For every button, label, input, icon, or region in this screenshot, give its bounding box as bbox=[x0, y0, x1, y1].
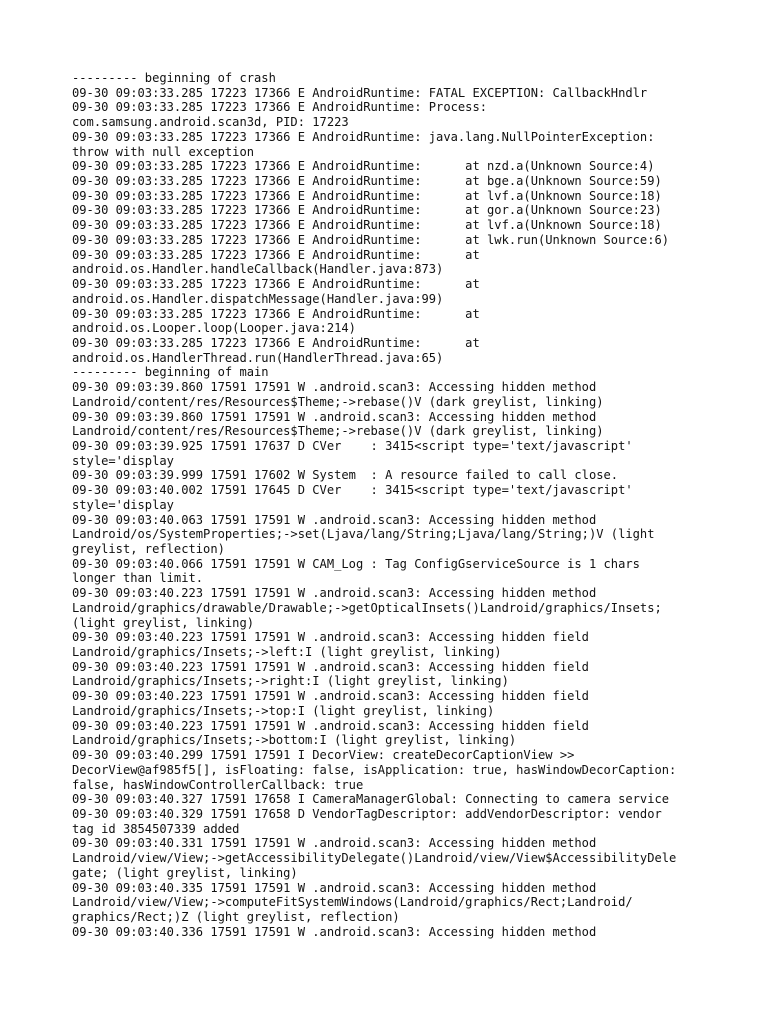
log-line: android.os.HandlerThread.run(HandlerThread.java:65) bbox=[72, 350, 444, 365]
log-line: longer than limit. bbox=[72, 571, 204, 586]
log-line: false, hasWindowControllerCallback: true bbox=[72, 777, 364, 792]
log-line: 09-30 09:03:33.285 17223 17366 E AndroidRuntime: at bbox=[72, 277, 480, 292]
log-line: 09-30 09:03:40.331 17591 17591 W .android.scan3: Accessing hidden method bbox=[72, 836, 597, 851]
log-line: 09-30 09:03:33.285 17223 17366 E AndroidRuntime: at bbox=[72, 306, 480, 321]
log-line: Landroid/view/View;->computeFitSystemWindows(Landroid/graphics/Rect;Landroid/ bbox=[72, 895, 633, 910]
log-line: android.os.Handler.handleCallback(Handler.java:873) bbox=[72, 262, 444, 277]
log-line: 09-30 09:03:40.335 17591 17591 W .android.scan3: Accessing hidden method bbox=[72, 880, 597, 895]
log-line: 09-30 09:03:33.285 17223 17366 E AndroidRuntime: at lvf.a(Unknown Source:18) bbox=[72, 218, 662, 233]
log-line: style='display bbox=[72, 497, 174, 512]
log-line: throw with null exception bbox=[72, 144, 255, 159]
log-line: com.samsung.android.scan3d, PID: 17223 bbox=[72, 115, 349, 130]
log-line: 09-30 09:03:40.066 17591 17591 W CAM_Log : Tag ConfigGserviceSource is 1 chars bbox=[72, 556, 640, 571]
log-line: 09-30 09:03:33.285 17223 17366 E AndroidRuntime: at bbox=[72, 247, 480, 262]
log-line: 09-30 09:03:39.860 17591 17591 W .android.scan3: Accessing hidden method bbox=[72, 380, 597, 395]
log-line: Landroid/graphics/Insets;->bottom:I (light greylist, linking) bbox=[72, 733, 517, 748]
log-line: 09-30 09:03:40.223 17591 17591 W .android.scan3: Accessing hidden method bbox=[72, 586, 597, 601]
log-line: 09-30 09:03:33.285 17223 17366 E AndroidRuntime: Process: bbox=[72, 100, 488, 115]
log-line: 09-30 09:03:33.285 17223 17366 E AndroidRuntime: at lwk.run(Unknown Source:6) bbox=[72, 232, 670, 247]
log-line: Landroid/graphics/drawable/Drawable;->getOpticalInsets()Landroid/graphics/Insets; bbox=[72, 600, 662, 615]
log-line: 09-30 09:03:40.002 17591 17645 D CVer : 3415<script type='text/javascript' bbox=[72, 483, 633, 498]
log-line: 09-30 09:03:40.299 17591 17591 I DecorView: createDecorCaptionView >> bbox=[72, 748, 575, 763]
log-line: gate; (light greylist, linking) bbox=[72, 865, 298, 880]
log-line: 09-30 09:03:33.285 17223 17366 E AndroidRuntime: at bbox=[72, 335, 480, 350]
log-line: Landroid/os/SystemProperties;->set(Ljava/lang/String;Ljava/lang/String;)V (light bbox=[72, 527, 655, 542]
log-line: android.os.Handler.dispatchMessage(Handler.java:99) bbox=[72, 291, 444, 306]
log-line: 09-30 09:03:39.860 17591 17591 W .android.scan3: Accessing hidden method bbox=[72, 409, 597, 424]
log-line: 09-30 09:03:40.223 17591 17591 W .android.scan3: Accessing hidden field bbox=[72, 689, 589, 704]
log-line: 09-30 09:03:40.223 17591 17591 W .android.scan3: Accessing hidden field bbox=[72, 659, 589, 674]
log-line: Landroid/graphics/Insets;->left:I (light greylist, linking) bbox=[72, 645, 502, 660]
log-line: 09-30 09:03:40.329 17591 17658 D VendorTagDescriptor: addVendorDescriptor: vendor bbox=[72, 806, 662, 821]
crash-log-document bbox=[72, 71, 702, 939]
log-line: Landroid/graphics/Insets;->right:I (light greylist, linking) bbox=[72, 674, 509, 689]
log-line: 09-30 09:03:39.925 17591 17637 D CVer : 3415<script type='text/javascript' bbox=[72, 438, 633, 453]
log-line: tag id 3854507339 added bbox=[72, 821, 240, 836]
log-line: DecorView@af985f5[], isFloating: false, isApplication: true, hasWindowDecorCaption: bbox=[72, 762, 677, 777]
log-line: Landroid/content/res/Resources$Theme;->rebase()V (dark greylist, linking) bbox=[72, 394, 604, 409]
log-line: Landroid/view/View;->getAccessibilityDelegate()Landroid/view/View$AccessibilityDele bbox=[72, 851, 677, 866]
log-line: android.os.Looper.loop(Looper.java:214) bbox=[72, 321, 356, 336]
log-line: 09-30 09:03:40.223 17591 17591 W .android.scan3: Accessing hidden field bbox=[72, 718, 589, 733]
log-line: --------- beginning of main bbox=[72, 365, 269, 380]
log-line: 09-30 09:03:33.285 17223 17366 E AndroidRuntime: at gor.a(Unknown Source:23) bbox=[72, 203, 662, 218]
log-line: 09-30 09:03:40.063 17591 17591 W .android.scan3: Accessing hidden method bbox=[72, 512, 597, 527]
log-line: 09-30 09:03:33.285 17223 17366 E AndroidRuntime: at nzd.a(Unknown Source:4) bbox=[72, 159, 655, 174]
log-line: 09-30 09:03:33.285 17223 17366 E AndroidRuntime: at lvf.a(Unknown Source:18) bbox=[72, 188, 662, 203]
log-line: Landroid/graphics/Insets;->top:I (light greylist, linking) bbox=[72, 703, 495, 718]
log-line: 09-30 09:03:39.999 17591 17602 W System : A resource failed to call close. bbox=[72, 468, 619, 483]
log-line: (light greylist, linking) bbox=[72, 615, 255, 630]
log-line: 09-30 09:03:33.285 17223 17366 E AndroidRuntime: at bge.a(Unknown Source:59) bbox=[72, 174, 662, 189]
log-line: 09-30 09:03:33.285 17223 17366 E AndroidRuntime: java.lang.NullPointerException: bbox=[72, 129, 655, 144]
log-line: 09-30 09:03:33.285 17223 17366 E AndroidRuntime: FATAL EXCEPTION: CallbackHndlr bbox=[72, 85, 648, 100]
log-line: --------- beginning of crash bbox=[72, 71, 276, 85]
log-line: 09-30 09:03:40.223 17591 17591 W .android.scan3: Accessing hidden field bbox=[72, 630, 589, 645]
log-line: style='display bbox=[72, 453, 174, 468]
log-line: Landroid/content/res/Resources$Theme;->rebase()V (dark greylist, linking) bbox=[72, 424, 604, 439]
log-line: 09-30 09:03:40.336 17591 17591 W .android.scan3: Accessing hidden method bbox=[72, 924, 597, 939]
log-line: greylist, reflection) bbox=[72, 542, 225, 556]
log-line: graphics/Rect;)Z (light greylist, reflection) bbox=[72, 909, 400, 924]
log-line: 09-30 09:03:40.327 17591 17658 I CameraManagerGlobal: Connecting to camera service bbox=[72, 792, 670, 807]
